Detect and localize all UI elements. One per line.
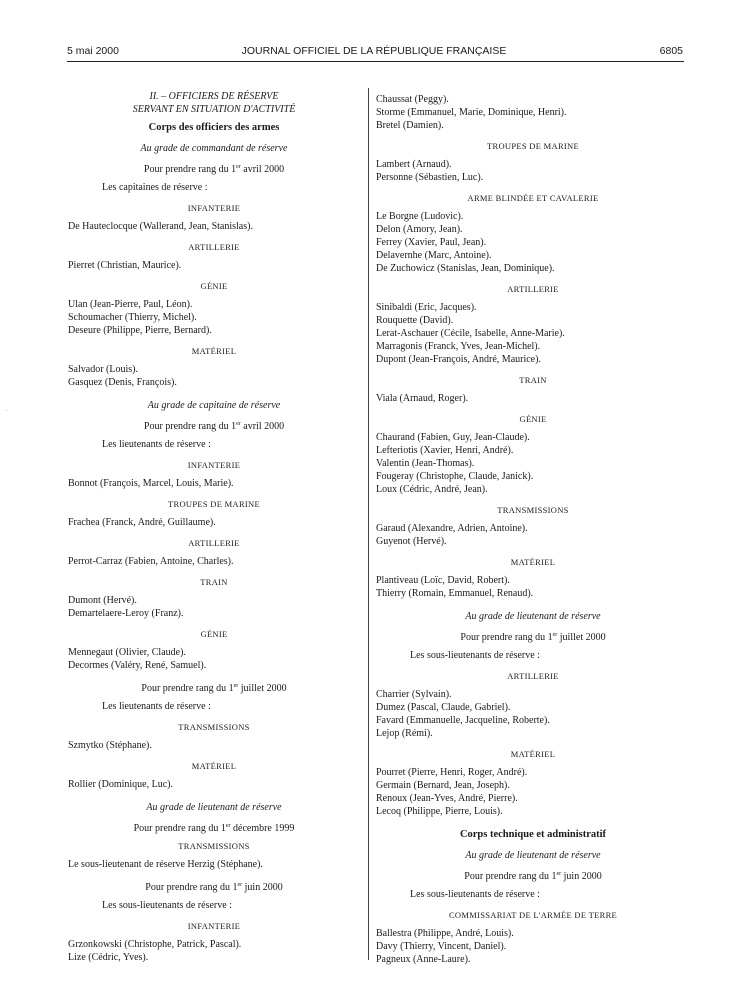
category-heading: TRANSMISSIONS [178, 841, 250, 851]
category-block [68, 721, 360, 752]
category-block [68, 241, 360, 272]
category-heading: INFANTERIE [187, 460, 241, 470]
person-entry: Lize (Cédric, Yves). [68, 952, 149, 963]
category-heading: MATÉRIEL [510, 557, 556, 567]
person-entry: Ulan (Jean-Pierre, Paul, Léon). [68, 299, 193, 310]
category-heading: TRANSMISSIONS [497, 505, 569, 515]
person-entry: Perrot-Carraz (Fabien, Antoine, Charles). [68, 556, 234, 567]
person-entry: Pierret (Christian, Maurice). [68, 260, 182, 271]
person-entry: Garaud (Alexandre, Adrien, Antoine). [376, 523, 528, 534]
category-block [68, 576, 360, 620]
person-entry: Thierry (Romain, Emmanuel, Renaud). [376, 588, 534, 599]
person-entry: Personne (Sébastien, Luc). [376, 172, 484, 183]
person-entry: Germain (Bernard, Jean, Joseph). [376, 780, 510, 791]
category-heading: TRAIN [200, 577, 228, 587]
rang-line: Pour prendre rang du 1er juin 2000 [464, 871, 602, 882]
category-heading: ARTILLERIE [188, 538, 240, 548]
person-entry: Szmytko (Stéphane). [68, 740, 152, 751]
journal-title: JOURNAL OFFICIEL DE LA RÉPUBLIQUE FRANÇAISE [241, 45, 507, 57]
who-line: Les lieutenants de réserve : [102, 439, 211, 450]
person-entry: Rollier (Dominique, Luc). [68, 779, 173, 790]
grade-heading: Au grade de lieutenant de réserve [146, 802, 282, 813]
person-entry: Lejop (Rémi). [376, 728, 433, 739]
person-entry: Delavernhe (Marc, Antoine). [376, 250, 492, 261]
who-line: Les sous-lieutenants de réserve : [410, 650, 540, 661]
person-entry: Schoumacher (Thierry, Michel). [68, 312, 197, 323]
category-heading: TROUPES DE MARINE [487, 141, 579, 151]
category-block [68, 202, 360, 233]
person-entry: Dumont (Hervé). [68, 595, 137, 606]
person-entry: Dumez (Pascal, Claude, Gabriel). [376, 702, 511, 713]
person-entry: Favard (Emmanuelle, Jacqueline, Roberte). [376, 715, 550, 726]
category-block [376, 140, 690, 184]
corps-heading: Corps technique et administratif [459, 829, 607, 840]
category-block [376, 413, 690, 496]
who-line: Les lieutenants de réserve : [102, 701, 211, 712]
margin-mark: · [6, 408, 8, 414]
category-heading: MATÉRIEL [510, 749, 556, 759]
person-entry: Plantiveau (Loïc, David, Robert). [376, 575, 510, 586]
rang-line: Pour prendre rang du 1er juillet 2000 [460, 632, 606, 643]
person-entry: Sinibaldi (Eric, Jacques). [376, 302, 477, 313]
person-entry: Bretel (Damien). [376, 120, 444, 131]
category-heading: TRANSMISSIONS [178, 722, 250, 732]
category-block [68, 628, 360, 672]
person-entry: Pagneux (Anne-Laure). [376, 954, 471, 965]
grade-heading: Au grade de lieutenant de réserve [465, 850, 601, 861]
category-heading: GÉNIE [519, 414, 547, 424]
category-heading: COMMISSARIAT DE L'ARMÉE DE TERRE [448, 910, 618, 920]
person-entry: Decormes (Valéry, René, Samuel). [68, 660, 207, 671]
person-entry: Ballestra (Philippe, André, Louis). [376, 928, 514, 939]
person-entry: Chaurand (Fabien, Guy, Jean-Claude). [376, 432, 530, 443]
category-heading: ARTILLERIE [507, 284, 559, 294]
right-column [376, 93, 690, 966]
person-entry: Grzonkowski (Christophe, Patrick, Pascal). [68, 939, 242, 950]
header-rule [67, 61, 684, 62]
category-heading: MATÉRIEL [191, 761, 237, 771]
category-heading: GÉNIE [200, 629, 228, 639]
header-date: 5 mai 2000 [67, 45, 119, 57]
rang-line: Pour prendre rang du 1er avril 2000 [143, 164, 285, 175]
person-entry: Lecoq (Philippe, Pierre, Louis). [376, 806, 503, 817]
grade-heading: Au grade de commandant de réserve [140, 143, 288, 154]
person-entry: Mennegaut (Olivier, Claude). [68, 647, 186, 658]
category-block [68, 498, 360, 529]
person-entry: Valentin (Jean-Thomas). [376, 458, 475, 469]
category-heading: ARTILLERIE [507, 671, 559, 681]
left-column [68, 90, 360, 964]
person-entry: Dupont (Jean-François, André, Maurice). [376, 354, 541, 365]
who-line: Les capitaines de réserve : [102, 182, 208, 193]
person-entry: De Hauteclocque (Wallerand, Jean, Stanislas). [68, 221, 253, 232]
category-block [68, 345, 360, 389]
person-entry: Ferrey (Xavier, Paul, Jean). [376, 237, 487, 248]
person-entry: Lefteriotis (Xavier, Henri, André). [376, 445, 514, 456]
category-heading: TROUPES DE MARINE [168, 499, 260, 509]
person-entry: Fougeray (Christophe, Claude, Janick). [376, 471, 534, 482]
category-heading: ARTILLERIE [188, 242, 240, 252]
category-block [376, 748, 690, 818]
corps-heading: Corps des officiers des armes [148, 122, 280, 133]
category-block [68, 760, 360, 791]
category-block [376, 374, 690, 405]
rang-line: Pour prendre rang du 1er juin 2000 [145, 882, 283, 893]
section-title: II. – OFFICIERS DE RÉSERVE [149, 91, 279, 102]
category-block [376, 283, 690, 366]
person-entry: Le Borgne (Ludovic). [376, 211, 464, 222]
rang-line: Pour prendre rang du 1er juillet 2000 [141, 683, 287, 694]
who-line: Les sous-lieutenants de réserve : [410, 889, 540, 900]
category-block [376, 556, 690, 600]
person-entry: Lambert (Arnaud). [376, 159, 452, 170]
who-line: Les sous-lieutenants de réserve : [102, 900, 232, 911]
person-entry: Renoux (Jean-Yves, André, Pierre). [376, 793, 518, 804]
person-entry: Salvador (Louis). [68, 364, 138, 375]
category-heading: MATÉRIEL [191, 346, 237, 356]
person-entry: Demartelaere-Leroy (Franz). [68, 608, 184, 619]
person-entry: Gasquez (Denis, François). [68, 377, 177, 388]
person-entry: Storme (Emmanuel, Marie, Dominique, Henri). [376, 107, 567, 118]
person-entry: Guyenot (Hervé). [376, 536, 447, 547]
page-number: 6805 [659, 45, 683, 57]
person-entry: Le sous-lieutenant de réserve Herzig (Stéphane). [68, 859, 263, 870]
rang-line: Pour prendre rang du 1er avril 2000 [143, 421, 285, 432]
grade-heading: Au grade de capitaine de réserve [147, 400, 281, 411]
person-entry: Loux (Cédric, André, Jean). [376, 484, 488, 495]
person-entry: Marragonis (Franck, Yves, Jean-Michel). [376, 341, 541, 352]
category-block [376, 192, 690, 275]
category-block [68, 280, 360, 337]
person-entry: Rouquette (David). [376, 315, 454, 326]
grade-heading: Au grade de lieutenant de réserve [465, 611, 601, 622]
person-entry: Frachea (Franck, André, Guillaume). [68, 517, 216, 528]
category-block [376, 504, 690, 548]
category-block [376, 670, 690, 740]
rang-line: Pour prendre rang du 1er décembre 1999 [133, 823, 295, 834]
person-entry: Deseure (Philippe, Pierre, Bernard). [68, 325, 212, 336]
person-entry: Charrier (Sylvain). [376, 689, 452, 700]
person-entry: Viala (Arnaud, Roger). [376, 393, 469, 404]
person-entry: De Zuchowicz (Stanislas, Jean, Dominique). [376, 263, 555, 274]
person-entry: Davy (Thierry, Vincent, Daniel). [376, 941, 507, 952]
category-block [68, 537, 360, 568]
category-heading: INFANTERIE [187, 203, 241, 213]
section-title-line2: SERVANT EN SITUATION D'ACTIVITÉ [132, 104, 296, 115]
person-entry: Chaussat (Peggy). [376, 94, 449, 105]
person-entry: Bonnot (François, Marcel, Louis, Marie). [68, 478, 234, 489]
person-entry: Lerat-Aschauer (Cécile, Isabelle, Anne-Marie). [376, 328, 565, 339]
person-entry: Pourret (Pierre, Henri, Roger, André). [376, 767, 528, 778]
category-heading: INFANTERIE [187, 921, 241, 931]
category-block [68, 459, 360, 490]
person-entry: Delon (Amory, Jean). [376, 224, 463, 235]
category-heading: TRAIN [519, 375, 547, 385]
category-heading: GÉNIE [200, 281, 228, 291]
column-divider [368, 88, 369, 960]
category-heading: ARME BLINDÉE ET CAVALERIE [467, 193, 599, 203]
